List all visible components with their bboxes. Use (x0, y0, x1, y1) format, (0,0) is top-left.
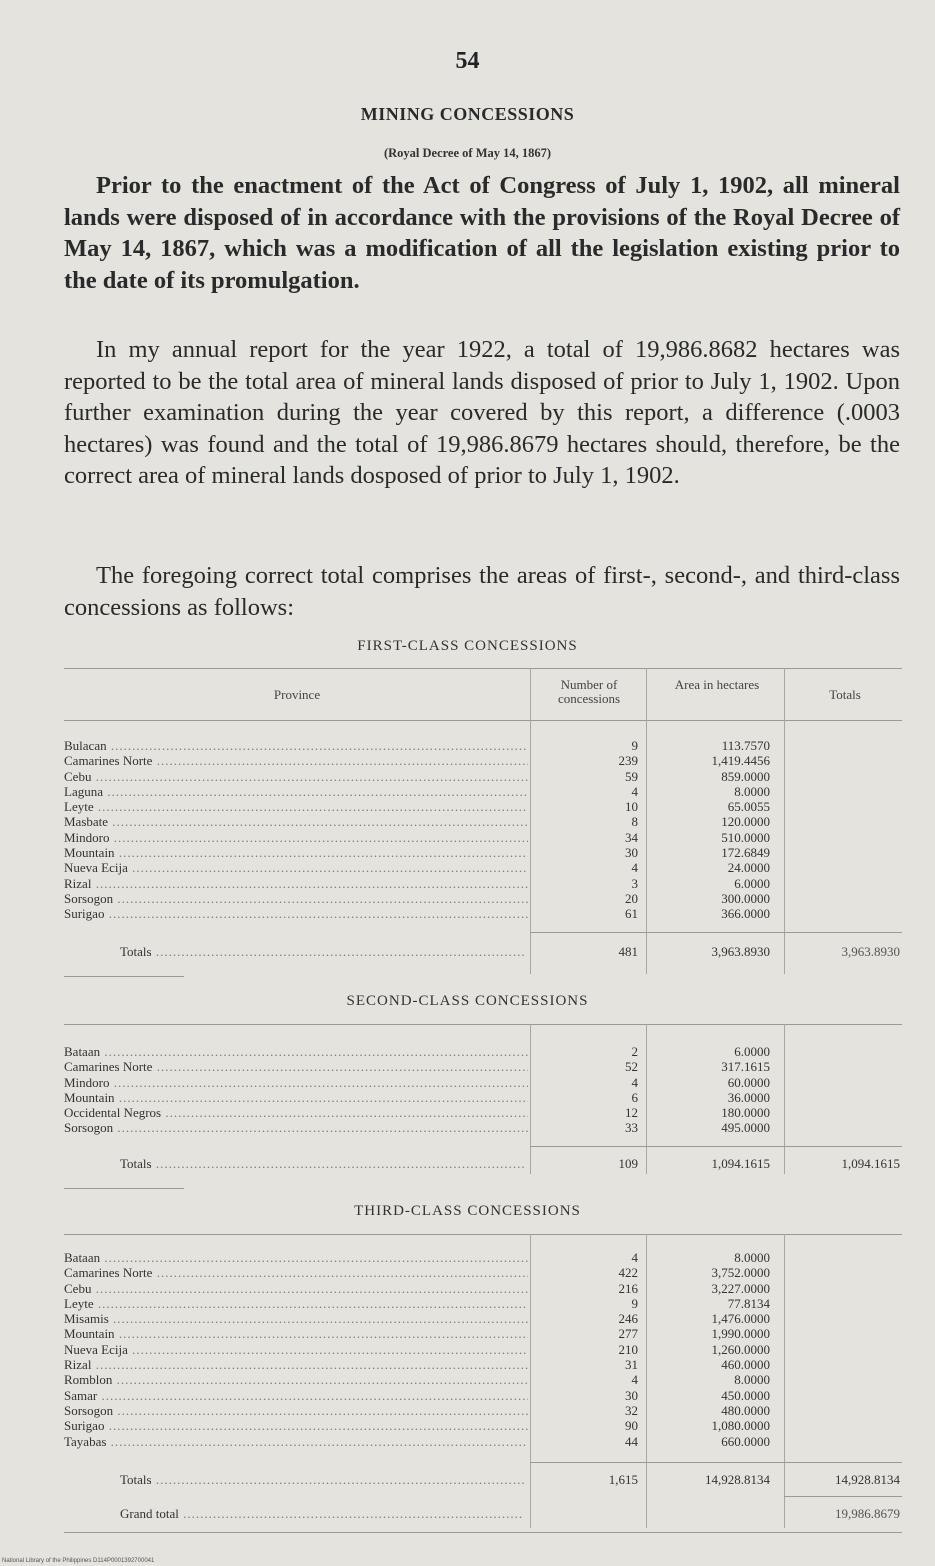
area-cell: 495.0000 (721, 1120, 770, 1136)
province-cell: Mindoro ..... (64, 830, 528, 845)
column-divider (784, 668, 785, 974)
area-cell: 36.0000 (727, 1089, 770, 1105)
number-cell: 34 (625, 829, 638, 845)
number-cell: 10 (625, 799, 638, 815)
first-class-table (64, 668, 902, 978)
number-cell: 20 (625, 890, 638, 906)
number-cell: 12 (625, 1105, 638, 1121)
province-cell: Sorsogon ..... (64, 891, 528, 906)
column-divider (784, 1024, 785, 1174)
number-cell: 277 (618, 1326, 638, 1342)
province-cell: Leyte ..... (64, 1296, 528, 1311)
number-cell: 9 (631, 738, 638, 753)
column-header-totals: Totals (829, 687, 861, 702)
second-class-table (64, 1024, 902, 1192)
province-cell: Camarines Norte ..... (64, 1265, 528, 1280)
area-cell: 1,990.0000 (711, 1326, 770, 1342)
area-list (654, 1250, 770, 1449)
number-cell: 6 (631, 1089, 638, 1105)
area-cell: 8.0000 (734, 1372, 770, 1388)
number-cell: 32 (625, 1402, 638, 1418)
province-cell: Laguna ..... (64, 784, 528, 799)
third-class-table (64, 1234, 902, 1544)
province-cell: Surigao ..... (64, 906, 528, 921)
province-cell: Misamis ..... (64, 1311, 528, 1326)
paragraph-1: Prior to the enactment of the Act of Congress of July 1, 1902, all mineral lands were disposed of in accordance with the provisions of the Royal Decree of May 14, 1867, which was a modification of all the legislation existing prior to the date of its promulgation. (64, 172, 900, 294)
area-cell: 172.6849 (721, 845, 770, 861)
column-divider (530, 668, 531, 974)
area-cell: 6.0000 (734, 1044, 770, 1059)
page-number: 54 (455, 48, 480, 74)
province-cell: Mountain ..... (64, 1326, 528, 1341)
column-divider (530, 1024, 531, 1174)
number-cell: 8 (631, 814, 638, 830)
table-rule (64, 1532, 902, 1533)
area-cell: 3,752.0000 (711, 1265, 770, 1281)
second-class-title: SECOND-CLASS CONCESSIONS (346, 993, 589, 1009)
province-cell: Romblon ..... (64, 1372, 528, 1387)
column-header-area: Area in hectares (674, 677, 760, 692)
number-cell: 90 (625, 1418, 638, 1434)
province-cell: Camarines Norte ..... (64, 1059, 528, 1074)
province-list (64, 1250, 528, 1449)
province-cell: Bataan ..... (64, 1250, 528, 1265)
area-cell: 460.0000 (721, 1357, 770, 1373)
number-cell: 59 (625, 768, 638, 784)
area-list (654, 1044, 770, 1136)
province-cell: Mountain ..... (64, 1090, 528, 1105)
table-rule (64, 720, 902, 721)
province-cell: Bataan ..... (64, 1044, 528, 1059)
total-totals: 3,963.8930 (841, 944, 900, 959)
province-cell: Occidental Negros ..... (64, 1105, 528, 1120)
number-cell: 61 (625, 906, 638, 922)
area-cell: 366.0000 (721, 906, 770, 922)
province-cell: Cebu ..... (64, 1281, 528, 1296)
area-list (654, 738, 770, 922)
table-rule (530, 932, 902, 933)
province-cell: Samar ..... (64, 1388, 528, 1403)
table-rule (784, 1496, 902, 1497)
number-cell: 4 (631, 860, 638, 876)
number-cell: 52 (625, 1059, 638, 1075)
area-cell: 300.0000 (721, 890, 770, 906)
province-cell: Surigao ..... (64, 1418, 528, 1433)
province-list (64, 1044, 528, 1136)
province-cell: Rizal ..... (64, 1357, 528, 1372)
area-cell: 8.0000 (734, 1250, 770, 1265)
number-list (534, 1044, 638, 1136)
province-cell: Camarines Norte ..... (64, 753, 528, 768)
area-cell: 180.0000 (721, 1105, 770, 1121)
paragraph-2: In my annual report for the year 1922, a total of 19,986.8682 hectares was reported to be the total area of mineral lands disposed of prior to July 1, 1902. Upon further examination during the year covered by this report, a difference (.0003 hectares) was found and the total of 19,986.8679 hectares should, therefore, be the correct area of mineral lands dosposed of prior to July 1, 1902. (64, 336, 900, 489)
area-cell: 317.1615 (721, 1059, 770, 1075)
province-cell: Sorsogon ..... (64, 1403, 528, 1418)
table-rule (530, 1462, 902, 1463)
column-divider (646, 668, 647, 974)
column-header-number: Number of concessions (557, 677, 621, 706)
area-cell: 450.0000 (721, 1387, 770, 1403)
first-class-title: FIRST-CLASS CONCESSIONS (357, 638, 578, 654)
table-rule (64, 1024, 902, 1025)
number-cell: 210 (618, 1341, 638, 1357)
number-cell: 239 (618, 753, 638, 769)
total-area: 1,094.1615 (711, 1156, 770, 1171)
area-cell: 8.0000 (734, 783, 770, 799)
area-cell: 6.0000 (734, 875, 770, 891)
area-cell: 77.8134 (727, 1295, 770, 1311)
number-cell: 30 (625, 1387, 638, 1403)
page-subtitle: (Royal Decree of May 14, 1867) (383, 146, 552, 160)
area-cell: 1,080.0000 (711, 1418, 770, 1434)
province-cell: Nueva Ecija ..... (64, 1342, 528, 1357)
total-number: 481 (618, 944, 638, 959)
number-cell: 422 (618, 1265, 638, 1281)
number-cell: 4 (631, 1372, 638, 1388)
number-list (534, 1250, 638, 1449)
province-cell: Tayabas ..... (64, 1434, 528, 1449)
area-cell: 60.0000 (727, 1074, 770, 1090)
number-cell: 4 (631, 783, 638, 799)
number-cell: 4 (631, 1074, 638, 1090)
province-cell: Cebu ..... (64, 769, 528, 784)
total-totals: 14,928.8134 (835, 1472, 900, 1487)
number-list (534, 738, 638, 922)
number-cell: 33 (625, 1120, 638, 1136)
table-rule (64, 976, 184, 977)
column-header-province: Province (273, 687, 321, 702)
area-cell: 3,227.0000 (711, 1280, 770, 1296)
province-cell: Bulacan ..... (64, 738, 528, 753)
column-divider (784, 1234, 785, 1528)
area-cell: 113.7570 (721, 738, 770, 753)
province-cell: Nueva Ecija ..... (64, 860, 528, 875)
total-number: 1,615 (608, 1472, 638, 1487)
area-cell: 859.0000 (721, 768, 770, 784)
number-cell: 2 (631, 1044, 638, 1059)
scan-footer-note: National Library of the Philippines D114P0001392700041 (2, 1558, 155, 1564)
number-cell: 31 (625, 1357, 638, 1373)
province-cell: Mountain ..... (64, 845, 528, 860)
number-cell: 216 (618, 1280, 638, 1296)
area-cell: 1,260.0000 (711, 1341, 770, 1357)
area-cell: 510.0000 (721, 829, 770, 845)
province-cell: Leyte ..... (64, 799, 528, 814)
grand-total-value: 19,986.8679 (835, 1506, 900, 1521)
totals-label: Totals ..... (120, 944, 524, 959)
third-class-title: THIRD-CLASS CONCESSIONS (354, 1203, 581, 1219)
total-area: 14,928.8134 (705, 1472, 770, 1487)
area-cell: 660.0000 (721, 1433, 770, 1449)
table-rule (64, 1188, 184, 1189)
number-cell: 30 (625, 845, 638, 861)
table-rule (530, 1146, 902, 1147)
table-rule (64, 668, 902, 669)
column-divider (646, 1234, 647, 1528)
province-cell: Masbate ..... (64, 814, 528, 829)
table-rule (64, 1234, 902, 1235)
area-cell: 1,476.0000 (711, 1311, 770, 1327)
number-cell: 3 (631, 875, 638, 891)
paragraph-3: The foregoing correct total comprises the areas of first-, second-, and third-class concessions as follows: (64, 562, 900, 621)
area-cell: 480.0000 (721, 1402, 770, 1418)
province-cell: Sorsogon ..... (64, 1120, 528, 1135)
page-title: MINING CONCESSIONS (360, 104, 575, 124)
area-cell: 24.0000 (727, 860, 770, 876)
area-cell: 120.0000 (721, 814, 770, 830)
grand-total-label: Grand total ..... (120, 1506, 524, 1521)
number-cell: 4 (631, 1250, 638, 1265)
column-divider (530, 1234, 531, 1528)
province-list (64, 738, 528, 922)
total-number: 109 (618, 1156, 638, 1171)
totals-label: Totals ..... (120, 1156, 524, 1171)
province-cell: Rizal ..... (64, 876, 528, 891)
area-cell: 65.0055 (727, 799, 770, 815)
province-cell: Mindoro ..... (64, 1075, 528, 1090)
total-area: 3,963.8930 (711, 944, 770, 959)
column-divider (646, 1024, 647, 1174)
totals-label: Totals ..... (120, 1472, 524, 1487)
number-cell: 246 (618, 1311, 638, 1327)
number-cell: 9 (631, 1295, 638, 1311)
area-cell: 1,419.4456 (711, 753, 770, 769)
total-totals: 1,094.1615 (841, 1156, 900, 1171)
number-cell: 44 (625, 1433, 638, 1449)
